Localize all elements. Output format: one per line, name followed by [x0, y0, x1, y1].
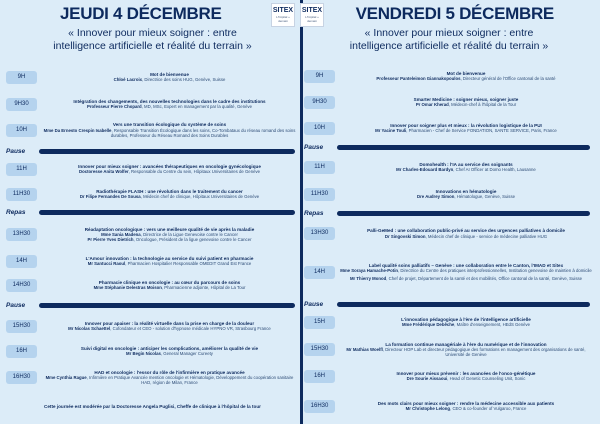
- speaker-line: [340, 128, 592, 133]
- session-body: [42, 364, 297, 391]
- day-column-friday: [301, 0, 594, 424]
- speaker-role: , Pharmacien - Chef de Service FONDATION, SANTE SERVICE, Paris, France: [406, 128, 557, 134]
- break-bar: [337, 145, 590, 150]
- time-badge: 11H: [6, 163, 37, 176]
- speaker-line: [42, 104, 297, 109]
- session-body: [42, 92, 297, 116]
- session-slot: [6, 66, 299, 88]
- speaker-name: Dre Sourie Aissaoui: [406, 376, 448, 382]
- speaker-line: [42, 237, 297, 242]
- time-badge: 15H: [304, 316, 335, 329]
- pause-break: [6, 147, 299, 157]
- speaker-role: , Directeur HOP Lab et directeur pédagogique des formations en management des organisations de santé, Université de Genève: [382, 347, 586, 358]
- speaker-name: Mr Yacine Touli: [375, 128, 407, 134]
- time-badge: 9H: [6, 71, 37, 84]
- session-title: L'innovation pédagogique à l'ère de l'intelligence artificielle: [401, 316, 531, 322]
- speaker-line: [340, 276, 592, 281]
- speaker-name: Mr Begin Nicolas: [126, 351, 161, 357]
- session-slot: [6, 314, 299, 338]
- speaker-name: Mr Thierry Monod: [349, 276, 387, 282]
- speaker-role: , Chef de projet, Département de la santé et des mobilités, Office cantonal de la santé, Genève, Suisse: [386, 276, 583, 282]
- session-slot: [6, 184, 299, 204]
- speaker-role: , Médecin chef de clinique, Hôpitaux Universitaires de Genève: [140, 194, 260, 200]
- session-title: Innovations en hématologie: [435, 188, 497, 194]
- time-badge: 14H: [304, 266, 335, 279]
- pause-break: [6, 301, 299, 311]
- time-badge: 16H: [6, 345, 37, 358]
- speaker-role: , Head of Genetic Counseling Unit, Sonic: [447, 376, 526, 382]
- speaker-line: [42, 351, 297, 356]
- break-label: Repas: [304, 210, 324, 217]
- speaker-line: [42, 375, 297, 385]
- session-slot: [304, 248, 594, 296]
- session-title: Pharmacie clinique en oncologie : au cœur du parcours de soins: [98, 279, 241, 285]
- time-badge: 10H: [304, 122, 335, 135]
- speaker-line: [42, 261, 297, 266]
- break-bar: [39, 210, 295, 215]
- logo-text: SITEX: [272, 7, 294, 14]
- column-divider: [300, 0, 303, 424]
- pause-break: [304, 300, 594, 310]
- speaker-line: [340, 102, 592, 107]
- moderator-note: Cette journée est modérée par la Doctoresse Angela Puglisi, Cheffe de clinique à l'hôpital de la tour: [44, 404, 261, 409]
- theme-subtitle: [304, 27, 594, 52]
- session-body: [340, 221, 592, 246]
- speaker-line: [340, 194, 592, 199]
- speaker-line: [340, 322, 592, 327]
- time-badge: 13H30: [304, 227, 335, 240]
- speaker-name: Mr Christophe Lelong: [405, 406, 451, 412]
- speaker-name: Mr Charles-Edouard Bardyn: [396, 167, 454, 173]
- session-body: [340, 118, 592, 138]
- speaker-role: , Cofondateur et CEO - solution d'hypnose médicale HYPNO VR, Strasbourg France: [110, 326, 271, 332]
- speaker-name: Pr Omar Kherad: [415, 102, 449, 108]
- speaker-role: , Infirmière en Pratique Avancée mention oncologie et Hématologie, Développement du coopération sanitaire HAD, région de Milan, France: [86, 375, 294, 386]
- time-badge: 14H: [6, 255, 37, 268]
- break-bar: [337, 302, 590, 307]
- speaker-name: Mme Sania Madena: [101, 232, 141, 237]
- speaker-line: [42, 285, 297, 290]
- speaker-name: Mr Santucci Raoul: [87, 261, 126, 267]
- session-body: [340, 337, 592, 362]
- session-title: HAD et oncologie : l'essor du rôle de l'infirmière en pratique avancée: [94, 369, 245, 375]
- break-bar: [337, 211, 590, 216]
- speaker-role: , Directrice des soins HUG, Genève, Suisse: [142, 77, 226, 83]
- speaker-name: Doctoresse Anita Wolfer: [78, 169, 129, 175]
- speaker-line: [340, 347, 592, 357]
- session-slot: [304, 66, 594, 86]
- logo-sub: L'hôpital + demain: [276, 15, 290, 23]
- session-body: [42, 159, 297, 179]
- speaker-line: [340, 376, 592, 381]
- session-slot: [304, 366, 594, 386]
- speaker-role: , Responsable du Centre du sein, Hôpitaux Universitaires de Genève: [128, 169, 261, 175]
- day-title: JEUDI 4 DÉCEMBRE: [60, 4, 222, 23]
- subtitle-line-2: intelligence artificielle et réalité du terrain »: [53, 39, 252, 52]
- session-title: Suivi digital en oncologie : anticiper les complications, améliorer la qualité de vie: [80, 345, 259, 351]
- speaker-role: , Directeur général de l'Office cantonal de la santé: [460, 76, 556, 82]
- session-slot: [6, 118, 299, 142]
- session-title: L'Amour innovation : la technologie au service du suivi patient en pharmacie: [85, 255, 254, 261]
- session-slot: [6, 251, 299, 271]
- speaker-name: Mme Stéphanie Delestras Moison: [93, 285, 162, 291]
- time-badge: 15H30: [304, 343, 335, 356]
- speaker-role: , General Manager Cureety: [160, 351, 213, 357]
- time-badge: 9H: [304, 70, 335, 83]
- subtitle-line-2: intelligence artificielle et réalité du terrain »: [349, 39, 549, 52]
- session-body: [340, 92, 592, 112]
- session-body: [42, 275, 297, 295]
- speaker-role: , Médecin-chef à l'hôpital de la Tour: [448, 102, 517, 108]
- session-title: Mot de bienvenue: [446, 70, 486, 76]
- session-title: Réadaptation oncologique : vers une meilleure qualité de vie après la maladie: [84, 226, 255, 232]
- session-slot: [6, 159, 299, 179]
- time-badge: 16H30: [6, 371, 37, 384]
- time-badge: 11H30: [304, 188, 335, 201]
- time-badge: 9H30: [6, 98, 37, 111]
- break-label: Pause: [304, 144, 324, 151]
- logo-sub: L'hôpital + demain: [305, 15, 319, 23]
- session-body: [340, 366, 592, 386]
- speaker-role: , Maître d'enseignement, HEdS Genève: [454, 322, 531, 328]
- session-title: Mot de bienvenue: [150, 71, 189, 77]
- session-slot: [304, 184, 594, 204]
- session-title: Palli-GeMed : une collaboration public-privé au service des urgences palliatives à domicile: [367, 228, 565, 234]
- session-slot: [304, 157, 594, 177]
- speaker-line: [42, 194, 297, 199]
- speaker-role: , Hématologue, Genève, Suisse: [454, 194, 515, 200]
- time-badge: 11H: [304, 161, 335, 174]
- speaker-name: Mr Mathias Woelfl: [346, 347, 383, 352]
- speaker-name: Dre Audrey Simon: [417, 194, 455, 200]
- session-title: Intégration des changements, des nouvelles technologies dans le cadre des institutions: [73, 98, 266, 104]
- break-bar: [39, 303, 295, 308]
- speaker-role: , CEO & co-founder of Vulgaroo, France: [450, 406, 527, 412]
- logo-text: SITEX: [301, 7, 323, 14]
- speaker-name: Dr Filipe Fernandes De Sousa: [79, 194, 141, 200]
- session-body: [42, 251, 297, 271]
- speaker-role: , Pharmacienne adjointe, Hôpital de La Tour: [161, 285, 246, 291]
- speaker-name: Pr Pierre Yves Dietrich: [87, 237, 134, 243]
- break-label: Repas: [6, 209, 26, 216]
- session-title: Domohealth : l'IA au service des soignants: [419, 161, 513, 167]
- session-body: [42, 118, 297, 142]
- session-title: Innover pour mieux prévenir : les avancées de l'onco-génétique: [396, 370, 536, 376]
- time-badge: 16H: [304, 370, 335, 383]
- session-slot: [6, 221, 299, 248]
- session-title: Innover pour apaiser : la réalité virtuelle dans la prise en charge de la douleur: [84, 320, 255, 326]
- session-slot: [6, 341, 299, 361]
- session-body: [340, 394, 592, 418]
- session-body: [340, 184, 592, 204]
- session-slot: [304, 394, 594, 418]
- session-title: La formation continue managériale à l'ère du numérique et de l'innovation: [385, 341, 547, 347]
- speaker-name: Mme Da Ernesto Crespin Isabelle: [43, 127, 112, 133]
- time-badge: 16H30: [304, 400, 335, 413]
- speaker-role: , MD, MSc, Expert en management par la qualité, Genève: [141, 104, 253, 110]
- speaker-name: Mme Frédérique Debêche: [401, 322, 455, 328]
- time-badge: 15H30: [6, 320, 37, 333]
- session-slot: [304, 118, 594, 138]
- session-title: Label qualité soins palliatifs – Genève : une collaboration entre le Canton, l'IMAD et Sitex: [368, 262, 564, 268]
- speaker-name: Dr Singovski Simon: [384, 233, 426, 239]
- speaker-line: [340, 76, 592, 81]
- speaker-line: [42, 169, 297, 174]
- speaker-role: , Pharmacien Hospitalier Responsable OMEDIT Grand Est France: [125, 261, 252, 267]
- day-title: VENDREDI 5 DÉCEMBRE: [355, 4, 554, 23]
- session-title: Smarter Medicine : soigner mieux, soigner juste: [413, 96, 519, 102]
- speaker-line: [340, 167, 592, 172]
- speaker-name: Professeur Panteleimon Giannakopoulos: [376, 76, 461, 82]
- time-badge: 9H30: [304, 96, 335, 109]
- session-body: [340, 312, 592, 332]
- session-body: [340, 66, 592, 86]
- session-slot: [304, 312, 594, 332]
- time-badge: 13H30: [6, 228, 37, 241]
- lunch-break: [6, 208, 299, 218]
- session-body: [42, 184, 297, 204]
- lunch-break: [304, 209, 594, 219]
- speaker-line: [340, 268, 592, 273]
- speaker-role: , Directrice du Centre des pratiques interprofessionnelles, Institution genevoise de maintien à domicile: [398, 268, 592, 273]
- sitex-logo: [300, 3, 324, 27]
- day-column-thursday: [6, 0, 299, 424]
- time-badge: 14H30: [6, 279, 37, 292]
- theme-subtitle: [6, 27, 299, 52]
- pause-break: [304, 143, 594, 153]
- speaker-line: [42, 77, 297, 82]
- session-body: [340, 157, 592, 177]
- session-slot: [304, 337, 594, 362]
- speaker-role: , Responsable Transition Écologique dans les soins, Co-Tombataux du réseau romand des soins durables, Professeur du Réseau Romand des Soins Durables: [110, 127, 296, 138]
- session-body: [42, 221, 297, 248]
- time-badge: 10H: [6, 124, 37, 137]
- session-title: Innover pour mieux soigner : avancées thérapeutiques en oncologie gynécologique: [78, 163, 261, 169]
- session-body: [42, 341, 297, 361]
- session-title: Innover pour soigner plus et mieux : la révolution logistique de la PUI: [390, 122, 542, 128]
- subtitle-line-1: « Innover pour mieux soigner : entre: [68, 27, 237, 39]
- speaker-role: , Chef AI Officer at Domo Health, Lausanne: [453, 167, 536, 173]
- speaker-line: [340, 234, 592, 239]
- session-slot: [6, 275, 299, 295]
- session-slot: [304, 92, 594, 112]
- session-title: Vers une transition écologique du système de soins: [112, 122, 227, 128]
- speaker-line: [42, 326, 297, 331]
- speaker-name: Mr Nicolas Schaettel: [68, 326, 111, 332]
- speaker-role: , Oncologue, Président de la ligue genevoise contre le Cancer: [133, 237, 252, 243]
- speaker-name: Mme Soraya Hamache-Potin: [340, 268, 399, 273]
- session-body: [42, 66, 297, 88]
- break-label: Pause: [6, 302, 26, 309]
- speaker-name: Mme Cynthia Rague: [45, 375, 87, 380]
- speaker-role: , Médecin chef de clinique - service de médecine palliative HUG: [425, 233, 548, 239]
- time-badge: 11H30: [6, 188, 37, 201]
- session-slot: [304, 221, 594, 246]
- speaker-name: Chloé Lacroix: [113, 77, 143, 83]
- speaker-name: Professeur Pierre Chopard: [86, 104, 142, 110]
- break-label: Pause: [304, 301, 324, 308]
- speaker-line: [42, 128, 297, 138]
- sitex-logo: [271, 3, 295, 27]
- break-label: Pause: [6, 148, 26, 155]
- subtitle-line-1: « Innover pour mieux soigner : entre: [364, 27, 534, 39]
- session-slot: [6, 364, 299, 391]
- speaker-line: [340, 406, 592, 411]
- session-body: [340, 248, 592, 296]
- speaker-role: , Directrice de la Ligue Genevoise contre le Cancer: [140, 232, 238, 237]
- session-title: Radiothérapie FLASH : une révolution dans le traitement du cancer: [96, 188, 243, 194]
- session-body: [42, 314, 297, 338]
- break-bar: [39, 149, 295, 154]
- session-slot: [6, 92, 299, 116]
- session-title: Des mots clairs pour mieux soigner : rendre la médecine accessible aux patients: [377, 400, 555, 406]
